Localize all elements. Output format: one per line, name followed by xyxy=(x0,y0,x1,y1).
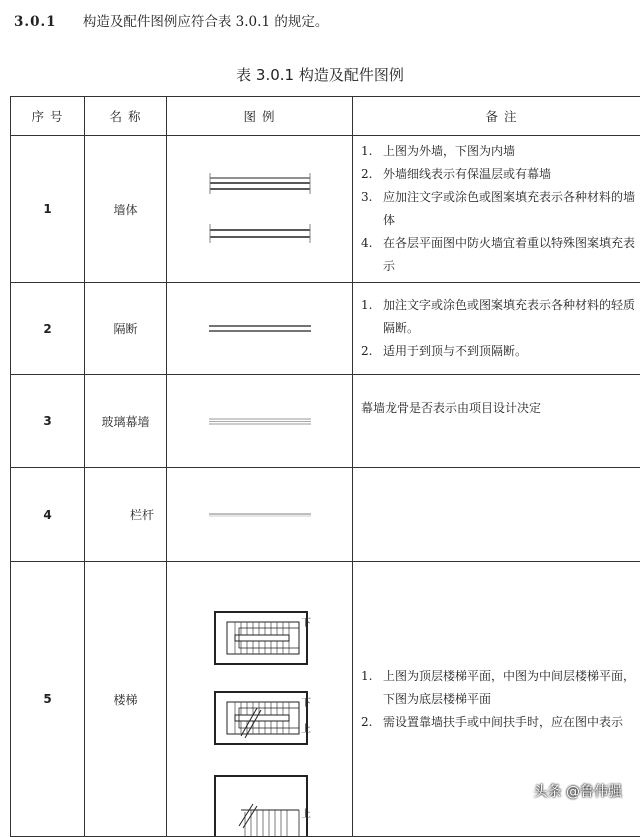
row-number: 5 xyxy=(11,562,85,837)
list-item: 1. 加注文字或涂色或图案填充表示各种材料的轻质隔断。 xyxy=(361,294,640,340)
row-number: 1 xyxy=(11,136,85,283)
row-number: 4 xyxy=(11,468,85,562)
header-note: 备 注 xyxy=(353,97,640,136)
row-name: 隔断 xyxy=(85,283,167,375)
row-name: 楼梯 xyxy=(85,562,167,837)
clause-text: 构造及配件图例应符合表 3.0.1 的规定。 xyxy=(83,14,328,30)
note-list xyxy=(361,140,640,278)
list-item: 1. 上图为外墙，下图为内墙 xyxy=(361,140,640,163)
header-no: 序 号 xyxy=(11,97,85,136)
watermark: 头条 @鲁伟强 xyxy=(534,781,622,801)
table-row xyxy=(11,136,640,283)
list-item: 2. 外墙细线表示有保温层或有幕墙 xyxy=(361,163,640,186)
header-name: 名 称 xyxy=(85,97,167,136)
row-name: 栏杆 xyxy=(85,468,167,562)
header-figure: 图 例 xyxy=(167,97,353,136)
list-item: 3. 应加注文字或涂色或图案填充表示各种材料的墙体 xyxy=(361,186,640,232)
partition-symbol xyxy=(167,283,353,375)
stair-label-up: 上 xyxy=(301,807,311,820)
table-row xyxy=(11,468,640,562)
legend-table xyxy=(10,96,640,837)
table-header-row xyxy=(11,97,640,136)
note-list xyxy=(361,665,640,734)
row-number: 3 xyxy=(11,375,85,468)
clause-line xyxy=(14,10,328,30)
row-name: 玻璃幕墙 xyxy=(85,375,167,468)
row-note: 幕墙龙骨是否表示由项目设计决定 xyxy=(353,375,640,468)
table-row xyxy=(11,375,640,468)
stair-label-down: 下 xyxy=(301,617,311,629)
wall-symbol xyxy=(167,136,353,283)
list-item: 4. 在各层平面图中防火墙宜着重以特殊图案填充表示 xyxy=(361,232,640,278)
list-item: 1. 上图为顶层楼梯平面，中图为中间层楼梯平面，下图为底层楼梯平面 xyxy=(361,665,640,711)
note-list xyxy=(361,294,640,363)
table-title: 表 3.0.1 构造及配件图例 xyxy=(0,64,640,85)
list-item: 2. 适用于到顶与不到顶隔断。 xyxy=(361,340,640,363)
stair-label-up: 上 xyxy=(301,722,311,735)
railing-symbol xyxy=(167,468,353,562)
clause-number: 3.0.1 xyxy=(14,14,57,30)
stair-label-down: 下 xyxy=(301,697,311,709)
table-row xyxy=(11,283,640,375)
row-name: 墙体 xyxy=(85,136,167,283)
curtain-wall-symbol xyxy=(167,375,353,468)
row-number: 2 xyxy=(11,283,85,375)
list-item: 2. 需设置靠墙扶手或中间扶手时，应在图中表示 xyxy=(361,711,640,734)
stair-symbol xyxy=(167,562,353,837)
row-note xyxy=(353,468,640,562)
